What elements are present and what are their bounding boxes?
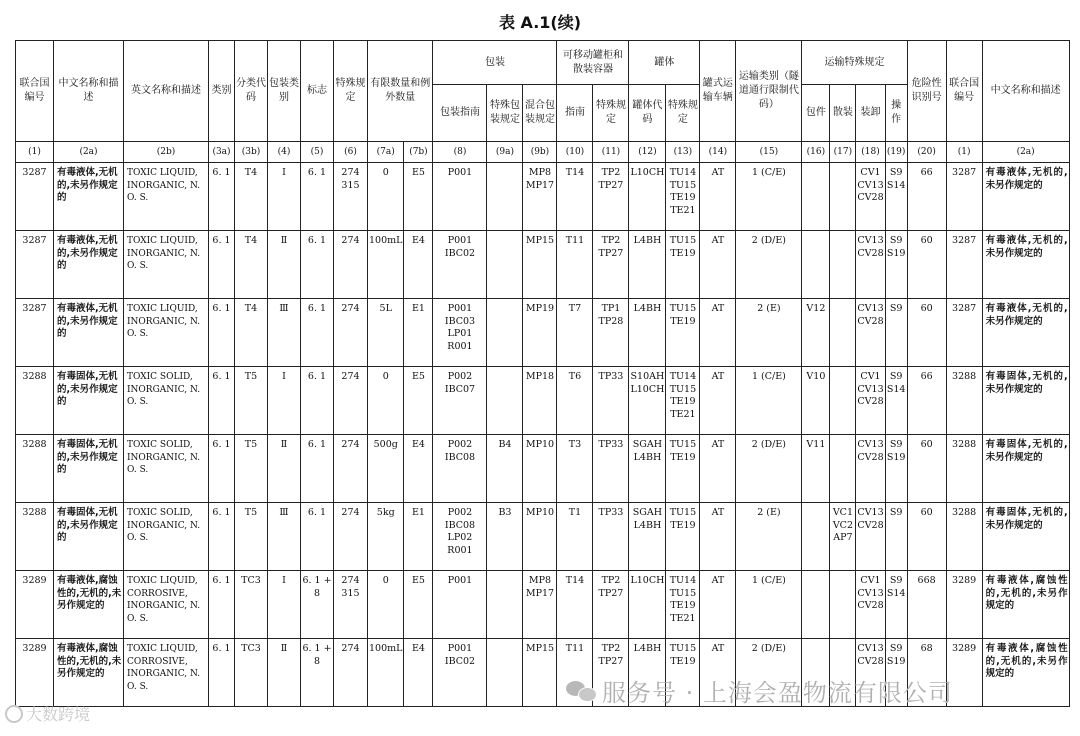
cell-tank-special: TU15 TE19 — [666, 639, 700, 707]
header-name-cn: 中文名称和描述 — [54, 41, 124, 142]
cell-pt-special: TP2 TP27 — [593, 163, 629, 231]
cell-transport-category: 1 (C/E) — [736, 367, 802, 435]
cell-hazard-id: 60 — [907, 299, 946, 367]
cell-pt-special: TP33 — [593, 435, 629, 503]
cell-pack-special — [487, 231, 523, 299]
header-labels: 标志 — [301, 41, 334, 142]
header-hazard-id: 危险性识别号 — [907, 41, 946, 142]
cell-name-en: TOXIC LIQUID, CORROSIVE, INORGANIC, N. O. S. — [124, 639, 209, 707]
header-packaging: 包装 — [433, 41, 557, 85]
cell-excepted-qty: E1 — [404, 299, 433, 367]
table-row — [16, 435, 1070, 503]
cell-operation-provision: S9 S19 — [885, 435, 907, 503]
cell-pack-special: B3 — [487, 503, 523, 571]
cell-hazard-id: 60 — [907, 435, 946, 503]
cell-un-no: 3287 — [16, 231, 54, 299]
cell-bulk-provision — [830, 231, 856, 299]
cell-operation-provision: S9 — [885, 503, 907, 571]
watermark-left — [5, 702, 90, 725]
cell-tank-code: L4BH — [629, 231, 666, 299]
watermark-right — [566, 673, 953, 708]
cell-class: 6. 1 — [209, 299, 235, 367]
cell-labels: 6. 1 — [301, 299, 334, 367]
cell-loading-provision: CV13 CV28 — [856, 231, 885, 299]
cell-tank-special: TU15 TE19 — [666, 503, 700, 571]
cell-name-en: TOXIC LIQUID, INORGANIC, N. O. S. — [124, 299, 209, 367]
column-number: (9b) — [523, 142, 557, 163]
cell-tank-special: TU15 TE19 — [666, 435, 700, 503]
header-un-no: 联合国编号 — [16, 41, 54, 142]
cell-packing-group: Ⅰ — [268, 163, 301, 231]
cell-special-provisions: 274 315 — [334, 163, 368, 231]
cell-transport-category: 2 (D/E) — [736, 231, 802, 299]
cell-labels: 6. 1 — [301, 367, 334, 435]
cell-limited-qty: 0 — [368, 163, 404, 231]
cell-bulk-provision — [830, 571, 856, 639]
cell-transport-category: 1 (C/E) — [736, 571, 802, 639]
table-title: 表 A.1(续) — [498, 13, 582, 32]
cell-class: 6. 1 — [209, 435, 235, 503]
cell-transport-category: 2 (E) — [736, 299, 802, 367]
cell-hazard-id: 68 — [907, 639, 946, 707]
cell-operation-provision: S9 — [885, 299, 907, 367]
cell-class: 6. 1 — [209, 639, 235, 707]
column-number: (2b) — [124, 142, 209, 163]
cell-name-cn-right: 有毒液体,无机的,未另作规定的 — [982, 163, 1069, 231]
cell-mixed-packing: MP19 — [523, 299, 557, 367]
cell-name-cn: 有毒液体,腐蚀性的,无机的,未另作规定的 — [54, 639, 124, 707]
cell-un-no: 3288 — [16, 503, 54, 571]
cell-un-no-right: 3288 — [946, 435, 982, 503]
column-number: (17) — [830, 142, 856, 163]
cell-un-no-right: 3289 — [946, 639, 982, 707]
cell-pack-special: B4 — [487, 435, 523, 503]
cell-pt-instr: T3 — [557, 435, 593, 503]
cell-bulk-provision: VC1 VC2 AP7 — [830, 503, 856, 571]
cell-mixed-packing: MP10 — [523, 435, 557, 503]
cell-limited-qty: 0 — [368, 367, 404, 435]
cell-class: 6. 1 — [209, 367, 235, 435]
cell-special-provisions: 274 — [334, 367, 368, 435]
cell-packing-group: Ⅰ — [268, 571, 301, 639]
cell-packages-provision: V12 — [802, 299, 830, 367]
cell-labels: 6. 1 — [301, 231, 334, 299]
cell-name-cn-right: 有毒液体,无机的,未另作规定的 — [982, 231, 1069, 299]
cell-special-provisions: 274 — [334, 503, 368, 571]
cell-packages-provision — [802, 503, 830, 571]
cell-packing-group: Ⅱ — [268, 639, 301, 707]
cell-tank-code: L10CH — [629, 163, 666, 231]
cell-class-code: T5 — [235, 503, 268, 571]
cell-pt-instr: T7 — [557, 299, 593, 367]
cell-packing-group: Ⅲ — [268, 503, 301, 571]
cell-hazard-id: 668 — [907, 571, 946, 639]
table-row — [16, 571, 1070, 639]
cell-pt-special: TP2 TP27 — [593, 571, 629, 639]
cell-loading-provision: CV13 CV28 — [856, 639, 885, 707]
cell-name-cn-right: 有毒固体,无机的,未另作规定的 — [982, 435, 1069, 503]
cell-pt-special: TP2 TP27 — [593, 231, 629, 299]
cell-pt-instr: T14 — [557, 571, 593, 639]
cell-class-code: T5 — [235, 367, 268, 435]
table-row — [16, 299, 1070, 367]
cell-tank-special: TU14 TU15 TE19 TE21 — [666, 367, 700, 435]
column-number: (20) — [907, 142, 946, 163]
cell-loading-provision: CV13 CV28 — [856, 503, 885, 571]
cell-packing-group: Ⅲ — [268, 299, 301, 367]
cell-un-no-right: 3287 — [946, 231, 982, 299]
column-number: (16) — [802, 142, 830, 163]
cell-pt-special: TP33 — [593, 367, 629, 435]
cell-tank-code: L4BH — [629, 639, 666, 707]
watermark-left-text: 大数跨境 — [26, 705, 91, 724]
cell-packing-group: Ⅱ — [268, 231, 301, 299]
cell-tank-special: TU14 TU15 TE19 TE21 — [666, 571, 700, 639]
header-un-no-right: 联合国编号 — [946, 41, 982, 142]
cell-operation-provision: S9 S19 — [885, 231, 907, 299]
table-row — [16, 231, 1070, 299]
header-tank-special: 特殊规定 — [666, 85, 700, 142]
cell-limited-qty: 0 — [368, 571, 404, 639]
cell-tank-special: TU15 TE19 — [666, 299, 700, 367]
cell-tank-code: S10AH L10CH — [629, 367, 666, 435]
cell-bulk-provision — [830, 299, 856, 367]
column-number: (19) — [885, 142, 907, 163]
cell-un-no: 3288 — [16, 435, 54, 503]
cell-packages-provision — [802, 231, 830, 299]
cell-operation-provision: S9 S14 — [885, 571, 907, 639]
cell-excepted-qty: E4 — [404, 435, 433, 503]
header-pt-special: 特殊规定 — [593, 85, 629, 142]
cell-class-code: T4 — [235, 231, 268, 299]
cell-un-no-right: 3288 — [946, 367, 982, 435]
cell-un-no: 3287 — [16, 163, 54, 231]
cell-pack-special — [487, 571, 523, 639]
cell-class: 6. 1 — [209, 503, 235, 571]
cell-pt-special: TP1 TP28 — [593, 299, 629, 367]
cell-name-cn-right: 有毒液体,腐蚀性的,无机的,未另作规定的 — [982, 571, 1069, 639]
cell-pack-instr: P002 IBC08 — [433, 435, 487, 503]
column-number: (1) — [946, 142, 982, 163]
cell-bulk-provision — [830, 435, 856, 503]
cell-special-provisions: 274 315 — [334, 571, 368, 639]
header-limited-qty: 有限数量和例外数量 — [368, 41, 433, 142]
cell-bulk-provision — [830, 163, 856, 231]
cell-packages-provision: V10 — [802, 367, 830, 435]
cell-mixed-packing: MP15 — [523, 639, 557, 707]
column-number: (3b) — [235, 142, 268, 163]
cell-transport-category: 1 (C/E) — [736, 163, 802, 231]
cell-tank-code: L4BH — [629, 299, 666, 367]
cell-pt-instr: T11 — [557, 639, 593, 707]
cell-name-cn: 有毒液体,腐蚀性的,无机的,未另作规定的 — [54, 571, 124, 639]
cell-mixed-packing: MP8 MP17 — [523, 163, 557, 231]
cell-pack-instr: P002 IBC08 LP02 R001 — [433, 503, 487, 571]
cell-limited-qty: 5L — [368, 299, 404, 367]
cell-class: 6. 1 — [209, 163, 235, 231]
cell-pt-special: TP33 — [593, 503, 629, 571]
header-special-provisions: 特殊规定 — [334, 41, 368, 142]
column-number-row — [16, 142, 1070, 163]
header-pack-special: 特殊包装规定 — [487, 85, 523, 142]
cell-mixed-packing: MP8 MP17 — [523, 571, 557, 639]
cell-name-cn: 有毒液体,无机的,未另作规定的 — [54, 163, 124, 231]
cell-limited-qty: 500g — [368, 435, 404, 503]
cell-name-en: TOXIC LIQUID, INORGANIC, N. O. S. — [124, 231, 209, 299]
cell-limited-qty: 100mL — [368, 639, 404, 707]
column-number: (18) — [856, 142, 885, 163]
cell-name-en: TOXIC LIQUID, CORROSIVE, INORGANIC, N. O. S. — [124, 571, 209, 639]
header-transport-category: 运输类别（隧道通行限制代码） — [736, 41, 802, 142]
header-portable-tanks: 可移动罐柜和散装容器 — [557, 41, 629, 85]
wechat-icon — [566, 680, 596, 702]
column-number: (12) — [629, 142, 666, 163]
cell-name-cn: 有毒固体,无机的,未另作规定的 — [54, 503, 124, 571]
cell-special-provisions: 274 — [334, 639, 368, 707]
cell-vehicle: AT — [700, 299, 736, 367]
cell-vehicle: AT — [700, 571, 736, 639]
cell-bulk-provision — [830, 367, 856, 435]
cell-mixed-packing: MP15 — [523, 231, 557, 299]
cell-packages-provision — [802, 163, 830, 231]
cell-un-no-right: 3287 — [946, 163, 982, 231]
cell-vehicle: AT — [700, 163, 736, 231]
cell-loading-provision: CV1 CV13 CV28 — [856, 367, 885, 435]
cell-un-no-right: 3288 — [946, 503, 982, 571]
cell-vehicle: AT — [700, 231, 736, 299]
cell-vehicle: AT — [700, 639, 736, 707]
cell-vehicle: AT — [700, 503, 736, 571]
cell-operation-provision: S9 S14 — [885, 367, 907, 435]
cell-tank-code: SGAH L4BH — [629, 435, 666, 503]
column-number: (2a) — [54, 142, 124, 163]
cell-excepted-qty: E4 — [404, 231, 433, 299]
cell-packing-group: Ⅱ — [268, 435, 301, 503]
header-tanks: 罐体 — [629, 41, 700, 85]
cell-excepted-qty: E4 — [404, 639, 433, 707]
cell-labels: 6. 1 + 8 — [301, 639, 334, 707]
header-class-code: 分类代码 — [235, 41, 268, 142]
table-row — [16, 367, 1070, 435]
cell-special-provisions: 274 — [334, 299, 368, 367]
header-loading: 装卸 — [856, 85, 885, 142]
cell-hazard-id: 60 — [907, 503, 946, 571]
cell-pack-instr: P001 IBC03 LP01 R001 — [433, 299, 487, 367]
cell-mixed-packing: MP10 — [523, 503, 557, 571]
cell-loading-provision: CV13 CV28 — [856, 299, 885, 367]
cell-class-code: T4 — [235, 163, 268, 231]
cell-un-no: 3287 — [16, 299, 54, 367]
cell-class-code: T5 — [235, 435, 268, 503]
cell-class: 6. 1 — [209, 231, 235, 299]
cell-class-code: T4 — [235, 299, 268, 367]
cell-pt-instr: T6 — [557, 367, 593, 435]
cell-labels: 6. 1 — [301, 503, 334, 571]
cell-special-provisions: 274 — [334, 231, 368, 299]
watermark-right-text: 服务号 · 上海会盈物流有限公司 — [602, 679, 953, 707]
cell-un-no: 3289 — [16, 639, 54, 707]
cell-un-no: 3288 — [16, 367, 54, 435]
cell-class: 6. 1 — [209, 571, 235, 639]
cell-name-cn: 有毒液体,无机的,未另作规定的 — [54, 299, 124, 367]
cell-pack-instr: P002 IBC07 — [433, 367, 487, 435]
cell-pt-instr: T1 — [557, 503, 593, 571]
cell-pt-special: TP2 TP27 — [593, 639, 629, 707]
cell-vehicle: AT — [700, 367, 736, 435]
cell-packing-group: Ⅰ — [268, 367, 301, 435]
column-number: (6) — [334, 142, 368, 163]
cell-hazard-id: 60 — [907, 231, 946, 299]
cell-operation-provision: S9 S14 — [885, 163, 907, 231]
column-number: (10) — [557, 142, 593, 163]
column-number: (7a) — [368, 142, 404, 163]
cell-name-cn-right: 有毒液体,无机的,未另作规定的 — [982, 299, 1069, 367]
column-number: (3a) — [209, 142, 235, 163]
cell-pack-special — [487, 299, 523, 367]
cell-tank-special: TU14 TU15 TE19 TE21 — [666, 163, 700, 231]
cell-pt-instr: T14 — [557, 163, 593, 231]
cell-packages-provision — [802, 571, 830, 639]
header-vehicle: 罐式运输车辆 — [700, 41, 736, 142]
cell-excepted-qty: E5 — [404, 163, 433, 231]
cell-limited-qty: 5kg — [368, 503, 404, 571]
cell-tank-code: SGAH L4BH — [629, 503, 666, 571]
cell-un-no-right: 3289 — [946, 571, 982, 639]
cell-name-cn-right: 有毒固体,无机的,未另作规定的 — [982, 503, 1069, 571]
cell-excepted-qty: E5 — [404, 367, 433, 435]
column-number: (11) — [593, 142, 629, 163]
cell-class-code: TC3 — [235, 571, 268, 639]
cell-pack-instr: P001 — [433, 163, 487, 231]
header-packing-group: 包装类别 — [268, 41, 301, 142]
table-row — [16, 163, 1070, 231]
column-number: (13) — [666, 142, 700, 163]
header-transport-special: 运输特殊规定 — [802, 41, 907, 85]
header-packages: 包件 — [802, 85, 830, 142]
cell-name-en: TOXIC SOLID, INORGANIC, N. O. S. — [124, 435, 209, 503]
dangerous-goods-table — [15, 40, 1070, 707]
column-number: (7b) — [404, 142, 433, 163]
cell-name-cn: 有毒液体,无机的,未另作规定的 — [54, 231, 124, 299]
table-row — [16, 503, 1070, 571]
cell-class-code: TC3 — [235, 639, 268, 707]
header-name-cn-right: 中文名称和描述 — [982, 41, 1069, 142]
cell-un-no-right: 3287 — [946, 299, 982, 367]
cell-pack-instr: P001 — [433, 571, 487, 639]
column-number: (14) — [700, 142, 736, 163]
cell-limited-qty: 100mL — [368, 231, 404, 299]
header-tank-code: 罐体代码 — [629, 85, 666, 142]
header-bulk: 散装 — [830, 85, 856, 142]
cell-pack-special — [487, 163, 523, 231]
watermark-logo-icon — [5, 705, 23, 723]
cell-hazard-id: 66 — [907, 367, 946, 435]
cell-pack-special — [487, 639, 523, 707]
cell-transport-category: 2 (D/E) — [736, 639, 802, 707]
cell-name-en: TOXIC LIQUID, INORGANIC, N. O. S. — [124, 163, 209, 231]
column-number: (9a) — [487, 142, 523, 163]
cell-special-provisions: 274 — [334, 435, 368, 503]
header-pt-instr: 指南 — [557, 85, 593, 142]
cell-vehicle: AT — [700, 435, 736, 503]
cell-name-cn: 有毒固体,无机的,未另作规定的 — [54, 435, 124, 503]
column-number: (5) — [301, 142, 334, 163]
cell-pack-special — [487, 367, 523, 435]
cell-loading-provision: CV1 CV13 CV28 — [856, 571, 885, 639]
cell-labels: 6. 1 — [301, 435, 334, 503]
header-operation: 操作 — [885, 85, 907, 142]
column-number: (1) — [16, 142, 54, 163]
column-number: (15) — [736, 142, 802, 163]
cell-excepted-qty: E1 — [404, 503, 433, 571]
header-mixed-packing: 混合包装规定 — [523, 85, 557, 142]
cell-excepted-qty: E5 — [404, 571, 433, 639]
cell-name-en: TOXIC SOLID, INORGANIC, N. O. S. — [124, 367, 209, 435]
cell-pt-instr: T11 — [557, 231, 593, 299]
column-number: (4) — [268, 142, 301, 163]
cell-loading-provision: CV13 CV28 — [856, 435, 885, 503]
cell-tank-code: L10CH — [629, 571, 666, 639]
cell-transport-category: 2 (D/E) — [736, 435, 802, 503]
cell-name-cn-right: 有毒固体,无机的,未另作规定的 — [982, 367, 1069, 435]
cell-packages-provision: V11 — [802, 435, 830, 503]
cell-hazard-id: 66 — [907, 163, 946, 231]
header-name-en: 英文名称和描述 — [124, 41, 209, 142]
header-class: 类别 — [209, 41, 235, 142]
cell-loading-provision: CV1 CV13 CV28 — [856, 163, 885, 231]
cell-pack-instr: P001 IBC02 — [433, 231, 487, 299]
cell-transport-category: 2 (E) — [736, 503, 802, 571]
cell-un-no: 3289 — [16, 571, 54, 639]
cell-name-cn-right: 有毒液体,腐蚀性的,无机的,未另作规定的 — [982, 639, 1069, 707]
cell-mixed-packing: MP18 — [523, 367, 557, 435]
cell-labels: 6. 1 — [301, 163, 334, 231]
column-number: (8) — [433, 142, 487, 163]
cell-name-cn: 有毒固体,无机的,未另作规定的 — [54, 367, 124, 435]
cell-name-en: TOXIC SOLID, INORGANIC, N. O. S. — [124, 503, 209, 571]
cell-pack-instr: P001 IBC02 — [433, 639, 487, 707]
cell-tank-special: TU15 TE19 — [666, 231, 700, 299]
cell-operation-provision: S9 S19 — [885, 639, 907, 707]
column-number: (2a) — [982, 142, 1069, 163]
header-pack-instr: 包装指南 — [433, 85, 487, 142]
cell-labels: 6. 1 + 8 — [301, 571, 334, 639]
